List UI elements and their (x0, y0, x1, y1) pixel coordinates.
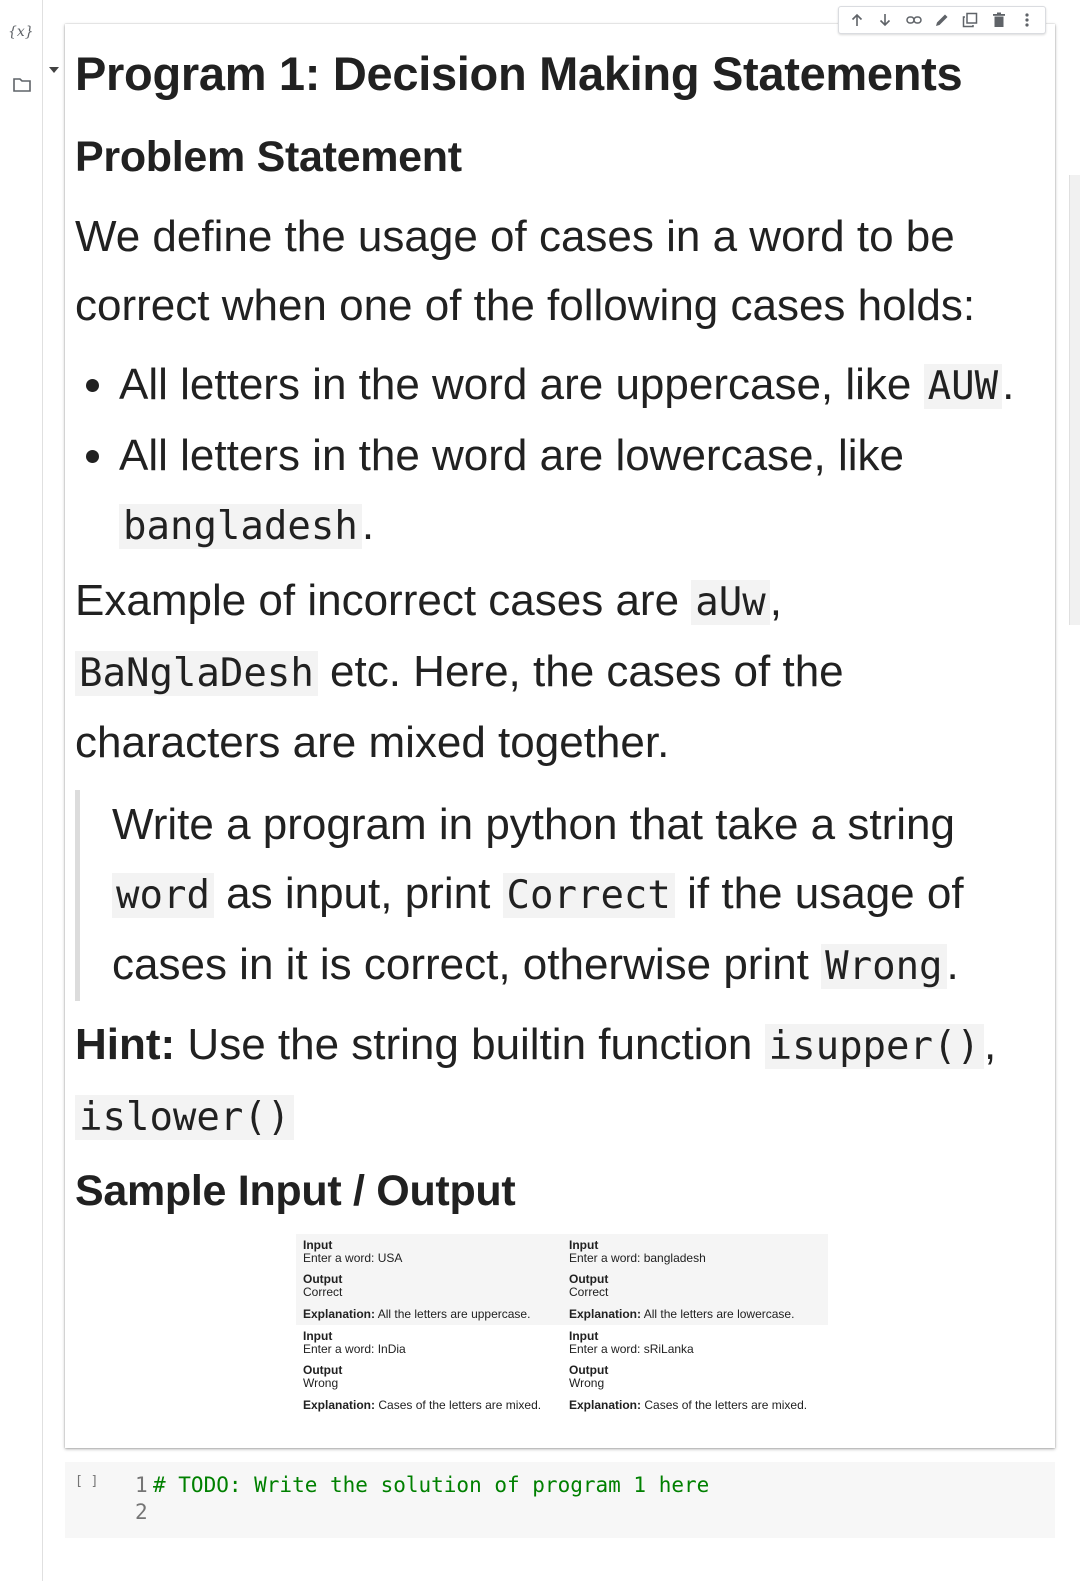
files-folder-icon[interactable] (13, 78, 31, 92)
variables-icon[interactable]: {x} (8, 24, 34, 40)
scrollbar[interactable] (1069, 175, 1080, 625)
more-options-icon[interactable] (1018, 11, 1036, 29)
run-cell-button[interactable]: [ ] (75, 1474, 99, 1489)
rules-list (75, 350, 1019, 561)
edit-icon[interactable] (933, 11, 951, 29)
inline-code: aUw (691, 580, 769, 625)
page-title: Program 1: Decision Making Statements (75, 47, 963, 100)
move-up-icon[interactable] (848, 11, 866, 29)
sample-io-heading: Sample Input / Output (75, 1167, 516, 1215)
inline-code: Correct (503, 873, 675, 918)
list-item: • All letters in the word are lowercase, like bangladesh. (119, 421, 1019, 561)
inline-code: word (112, 873, 214, 918)
code-editor[interactable] (135, 1472, 709, 1526)
left-rail (0, 0, 43, 1581)
code-line: 1 # TODO: Write the solution of program 1 here (135, 1473, 710, 1497)
hint-paragraph: Hint: Use the string builtin function isupper(), islower() (75, 1020, 997, 1140)
inline-code: Wrong (821, 944, 946, 989)
move-down-icon[interactable] (876, 11, 894, 29)
cell-toolbar (838, 6, 1046, 34)
sample-cell: Input Enter a word: USA Output Correct Explanation: All the letters are uppercase. (296, 1234, 562, 1325)
inline-code: islower() (75, 1095, 294, 1140)
delete-icon[interactable] (990, 11, 1008, 29)
collapse-section-icon[interactable] (49, 67, 59, 73)
mirror-cell-icon[interactable] (961, 11, 979, 29)
table-row (296, 1325, 828, 1416)
intro-paragraph: We define the usage of cases in a word to be correct when one of the following cases holds: (75, 212, 976, 330)
problem-statement-heading: Problem Statement (75, 133, 462, 181)
inline-code: bangladesh (119, 504, 362, 549)
sample-io-table (296, 1234, 828, 1416)
inline-code: BaNglaDesh (75, 651, 318, 696)
table-row (296, 1234, 828, 1325)
example-paragraph: Example of incorrect cases are aUw, BaNglaDesh etc. Here, the cases of the characters are mixed together. (75, 576, 844, 767)
sample-cell: Input Enter a word: sRiLanka Output Wrong Explanation: Cases of the letters are mixed. (569, 1329, 808, 1412)
code-cell[interactable] (65, 1462, 1055, 1538)
code-line: 2 (135, 1500, 148, 1524)
inline-code: isupper() (765, 1024, 984, 1069)
sample-cell: Input Enter a word: InDia Output Wrong Explanation: Cases of the letters are mixed. (303, 1329, 542, 1412)
task-blockquote: Write a program in python that take a string word as input, print Correct if the usage of cases in it is correct, otherwise print Wrong. (75, 790, 975, 1001)
list-item: • All letters in the word are uppercase, like AUW. (119, 350, 1019, 421)
inline-code: AUW (924, 364, 1002, 409)
hint-label: Hint: (75, 1020, 176, 1069)
link-icon[interactable] (905, 11, 923, 29)
sample-cell: Input Enter a word: bangladesh Output Correct Explanation: All the letters are lowercase. (562, 1234, 828, 1325)
